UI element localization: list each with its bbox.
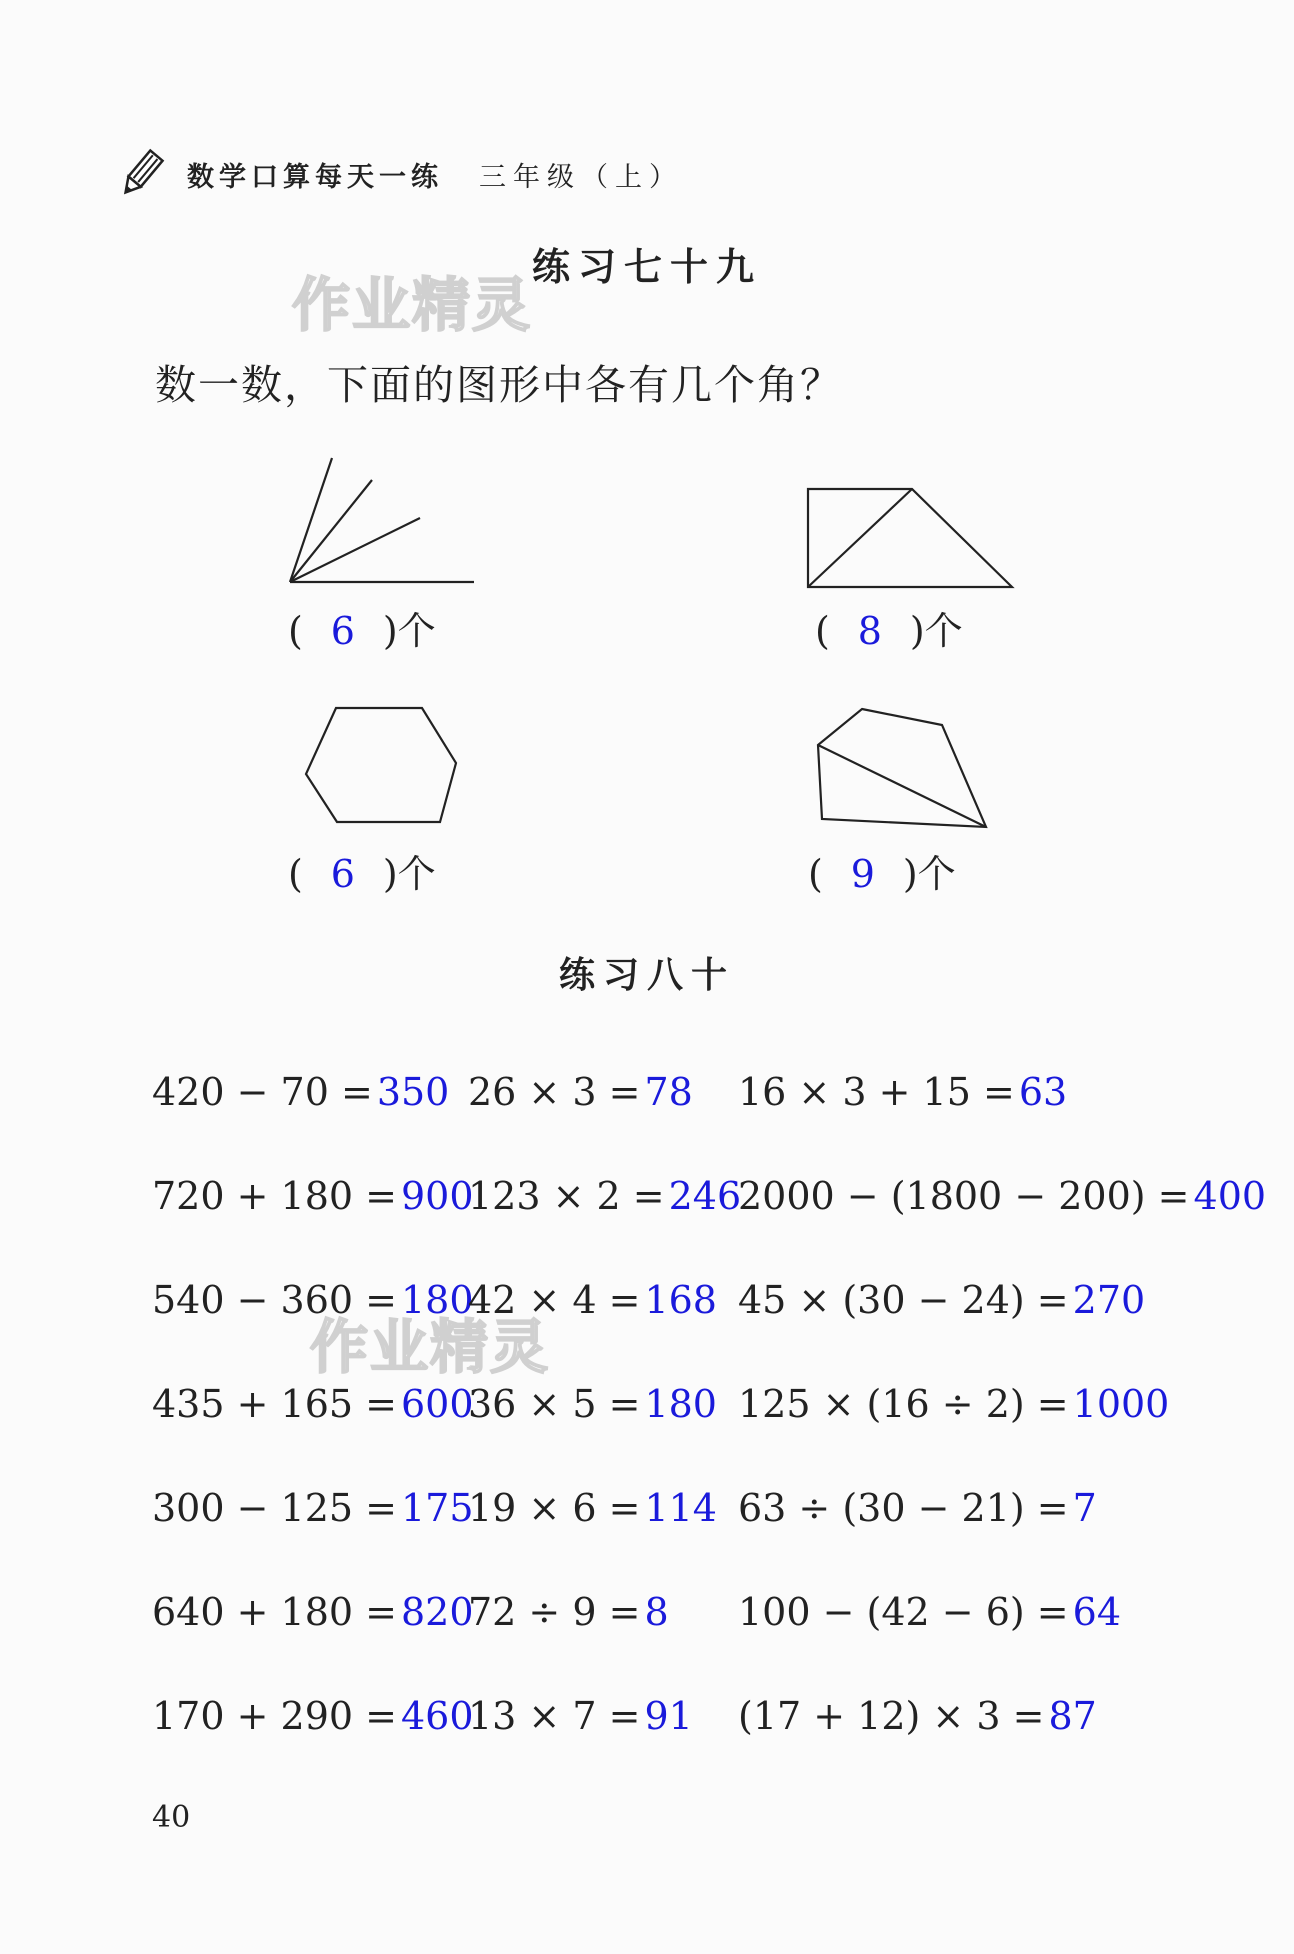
equation xyxy=(468,1070,693,1114)
quadrilateral-figure xyxy=(810,705,1000,835)
equation xyxy=(152,1278,474,1322)
rays-figure xyxy=(280,450,480,590)
equation-answer: 63 xyxy=(1018,1070,1068,1114)
equation-answer: 270 xyxy=(1072,1278,1146,1322)
equation-expression: 16 × 3 + 15 = xyxy=(738,1070,1015,1114)
equation-answer: 7 xyxy=(1072,1486,1097,1530)
equation-answer: 600 xyxy=(400,1382,474,1426)
equation-expression: 26 × 3 = xyxy=(468,1070,641,1114)
equation-answer: 820 xyxy=(400,1590,474,1634)
equation xyxy=(468,1174,741,1218)
equation xyxy=(468,1382,717,1426)
book-title: 数学口算每天一练 xyxy=(187,161,443,193)
answer-value: 6 xyxy=(330,852,355,896)
equation-expression: 540 − 360 = xyxy=(152,1278,397,1322)
answer-value: 9 xyxy=(850,852,875,896)
equation-expression: (17 + 12) × 3 = xyxy=(738,1694,1045,1738)
equation-answer: 64 xyxy=(1072,1590,1121,1634)
answer-value: 8 xyxy=(857,609,882,653)
equation xyxy=(152,1070,449,1114)
angle-count-answer: ( 6 )个 xyxy=(288,852,436,896)
equation xyxy=(738,1070,1067,1114)
equation xyxy=(468,1486,717,1530)
equation-answer: 900 xyxy=(400,1174,474,1218)
angle-count-answer: ( 8 )个 xyxy=(815,609,963,653)
equation-expression: 42 × 4 = xyxy=(468,1278,641,1322)
equation-answer: 114 xyxy=(644,1486,717,1530)
angle-count-answer: ( 6 )个 xyxy=(288,609,436,653)
exercise-79-title: 练习七十九 xyxy=(531,245,762,289)
equation-expression: 2000 − (1800 − 200) = xyxy=(738,1174,1190,1218)
equation-expression: 720 + 180 = xyxy=(152,1174,397,1218)
equation xyxy=(152,1174,474,1218)
equation xyxy=(738,1694,1097,1738)
equation-answer: 350 xyxy=(376,1070,450,1114)
equation-expression: 170 + 290 = xyxy=(152,1694,397,1738)
equation-expression: 125 × (16 ÷ 2) = xyxy=(738,1382,1069,1426)
equation xyxy=(738,1590,1121,1634)
equation xyxy=(468,1694,693,1738)
equation xyxy=(738,1278,1145,1322)
equation-answer: 87 xyxy=(1048,1694,1097,1738)
equation xyxy=(152,1486,474,1530)
equation-answer: 246 xyxy=(668,1174,742,1218)
equation xyxy=(152,1382,474,1426)
equation-answer: 175 xyxy=(400,1486,474,1530)
equation-answer: 400 xyxy=(1193,1174,1267,1218)
equation xyxy=(468,1590,669,1634)
pencil-icon xyxy=(115,148,167,200)
equation-expression: 100 − (42 − 6) = xyxy=(738,1590,1069,1634)
equation-answer: 168 xyxy=(644,1278,717,1322)
equation-expression: 420 − 70 = xyxy=(152,1070,373,1114)
equation xyxy=(738,1174,1266,1218)
equation xyxy=(468,1278,717,1322)
equation-answer: 91 xyxy=(644,1694,693,1738)
answer-value: 6 xyxy=(330,609,355,653)
angle-count-answer: ( 9 )个 xyxy=(808,852,956,896)
equation-answer: 1000 xyxy=(1072,1382,1170,1426)
equation-expression: 300 − 125 = xyxy=(152,1486,397,1530)
page-header xyxy=(115,148,683,200)
equation-expression: 13 × 7 = xyxy=(468,1694,641,1738)
ray-2 xyxy=(290,480,372,582)
question-text: 数一数，下面的图形中各有几个角？ xyxy=(155,361,843,409)
trapezoid-figure xyxy=(800,485,1020,595)
equation-expression: 123 × 2 = xyxy=(468,1174,665,1218)
equation xyxy=(152,1590,474,1634)
watermark: 作业精灵 xyxy=(310,1313,551,1381)
page-number: 40 xyxy=(152,1800,191,1835)
equation-expression: 435 + 165 = xyxy=(152,1382,397,1426)
equation-expression: 72 ÷ 9 = xyxy=(468,1590,641,1634)
watermark: 作业精灵 xyxy=(292,271,533,339)
equation-answer: 460 xyxy=(400,1694,474,1738)
equation xyxy=(152,1694,474,1738)
grade-label: 三年级（上） xyxy=(479,161,683,193)
exercise-80-title: 练习八十 xyxy=(558,955,735,996)
equation-answer: 8 xyxy=(644,1590,669,1634)
equation-expression: 640 + 180 = xyxy=(152,1590,397,1634)
equation-expression: 63 ÷ (30 − 21) = xyxy=(738,1486,1069,1530)
equation-answer: 78 xyxy=(644,1070,693,1114)
equation-expression: 45 × (30 − 24) = xyxy=(738,1278,1069,1322)
equation-answer: 180 xyxy=(400,1278,474,1322)
equation xyxy=(738,1382,1169,1426)
equation-answer: 180 xyxy=(644,1382,717,1426)
equation xyxy=(738,1486,1097,1530)
hexagon-figure xyxy=(300,700,470,830)
equation-expression: 36 × 5 = xyxy=(468,1382,641,1426)
equation-expression: 19 × 6 = xyxy=(468,1486,641,1530)
